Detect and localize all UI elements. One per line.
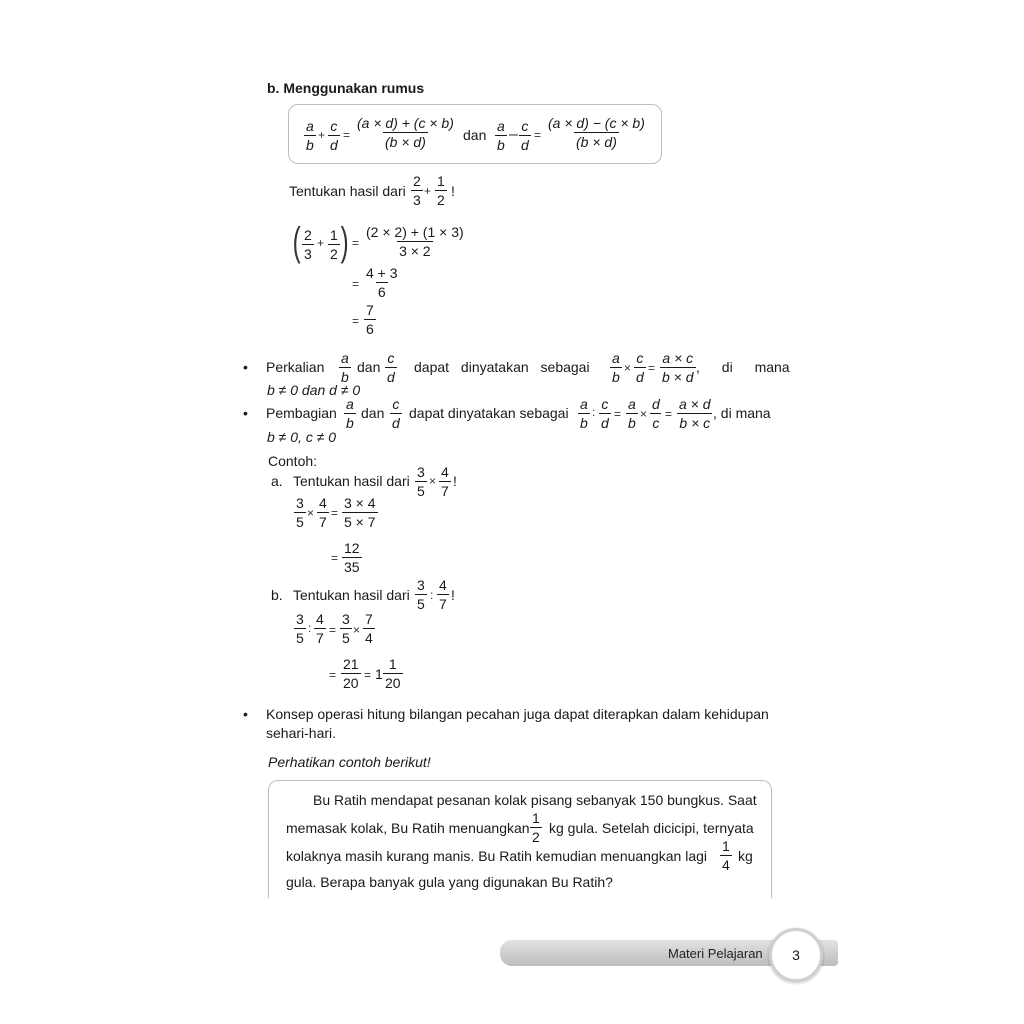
- bullet2-dan: dan: [361, 405, 385, 421]
- contoh-b-lhs1: 3 5: [296, 611, 304, 646]
- bullet1-text-end: , di mana: [696, 359, 790, 375]
- bullet2-text-b: dapat dinyatakan sebagai: [409, 405, 569, 421]
- bullet2-f-ab2: a b: [628, 396, 636, 431]
- story-line3a: kolaknya masih kurang manis. Bu Ratih kemudian menuangkan lagi: [286, 848, 708, 864]
- bullet2-f-dc: d c: [652, 396, 660, 431]
- bullet-marker: •: [243, 359, 248, 375]
- example1-fraction-1: 2 3: [413, 173, 421, 208]
- story-line2a: memasak kolak, Bu Ratih menuangkan: [286, 820, 530, 836]
- bullet2-text-end: , di mana: [713, 405, 771, 421]
- bullet2-condition: b ≠ 0, c ≠ 0: [267, 429, 337, 445]
- example1-excl: !: [451, 183, 455, 199]
- bullet-marker: •: [243, 405, 248, 421]
- contoh-b-f2: 4 7: [439, 577, 447, 612]
- bullet2-result: a × d b × c: [679, 396, 711, 431]
- example1-step3: 7 6: [366, 302, 374, 337]
- contoh-a-f2: 4 7: [441, 464, 449, 499]
- example1-lhs-f1: 2 3: [304, 227, 312, 262]
- fraction-a-b-2: a b: [497, 118, 505, 153]
- story-fraction-2: 1 4: [722, 838, 730, 873]
- story-fraction-1: 1 2: [532, 810, 540, 845]
- contoh-b-step1a: 3 5: [342, 611, 350, 646]
- contoh-b-step1b: 7 4: [365, 611, 373, 646]
- contoh-b-step3: 1 20: [385, 656, 401, 691]
- page-number: 3: [792, 947, 800, 963]
- bullet1-f-cd: c d: [636, 350, 644, 385]
- contoh-label: Contoh:: [268, 453, 318, 469]
- bullet1-result: a × c b × d: [662, 350, 694, 385]
- contoh-a-step1: 3 × 4 5 × 7: [344, 495, 376, 530]
- bullet2-fraction-cd: c d: [392, 396, 400, 431]
- footer-label: Materi Pelajaran: [668, 946, 763, 961]
- section-heading: b. Menggunakan rumus: [267, 80, 425, 96]
- example1-step1: (2 × 2) + (1 × 3) 3 × 2: [366, 224, 464, 259]
- contoh-b-label: b.: [271, 587, 283, 603]
- example1-lhs-f2: 1 2: [330, 227, 338, 262]
- bullet3-line2: sehari-hari.: [266, 725, 337, 741]
- bullet2-fraction-ab: a b: [346, 396, 354, 431]
- contoh-b-whole: 1: [375, 666, 383, 682]
- contoh-b-prompt: Tentukan hasil dari: [293, 587, 410, 603]
- fraction-plus-result: (a × d) + (c × b) (b × d): [357, 115, 454, 150]
- fraction-a-b: a b: [306, 118, 314, 153]
- contoh-a-prompt: Tentukan hasil dari: [293, 473, 410, 489]
- story-line1: Bu Ratih mendapat pesanan kolak pisang sebanyak 150 bungkus. Saat: [313, 792, 757, 808]
- bullet1-f-ab: a b: [612, 350, 620, 385]
- bullet1-dan: dan: [357, 359, 381, 375]
- bullet-marker: •: [243, 706, 248, 722]
- contoh-a-step2: 12 35: [344, 540, 360, 575]
- contoh-a-f1: 3 5: [417, 464, 425, 499]
- story-line2b: kg gula. Setelah dicicipi, ternyata: [549, 820, 754, 836]
- fraction-minus-result: (a × d) − (c × b) (b × d): [548, 115, 645, 150]
- formula-and-label: dan: [463, 127, 487, 143]
- example1-fraction-2: 1 2: [437, 173, 445, 208]
- story-line4: gula. Berapa banyak gula yang digunakan Bu Ratih?: [286, 874, 613, 890]
- bullet3-note: Perhatikan contoh berikut!: [268, 754, 431, 770]
- bullet1-fraction-ab: a b: [341, 350, 349, 385]
- contoh-b-lhs2: 4 7: [316, 611, 324, 646]
- bullet3-line1: Konsep operasi hitung bilangan pecahan juga dapat diterapkan dalam kehidupan: [266, 706, 769, 722]
- example1-prompt: Tentukan hasil dari: [289, 183, 406, 199]
- contoh-b-f1: 3 5: [417, 577, 425, 612]
- example1-step2: 4 + 3 6: [366, 265, 398, 300]
- contoh-a-excl: !: [453, 473, 457, 489]
- fraction-c-d: c d: [330, 118, 338, 153]
- story-line3b: kg: [738, 848, 753, 864]
- bullet1-text-a: Perkalian: [266, 359, 325, 375]
- contoh-a-label: a.: [271, 473, 283, 489]
- fraction-c-d-2: c d: [521, 118, 529, 153]
- bullet1-condition: b ≠ 0 dan d ≠ 0: [267, 382, 361, 398]
- contoh-a-lhs1: 3 5: [296, 495, 304, 530]
- page-number-badge: [769, 928, 823, 982]
- bullet2-f-cd: c d: [601, 396, 609, 431]
- contoh-b-step2: 21 20: [343, 656, 359, 691]
- bullet1-fraction-cd: c d: [387, 350, 395, 385]
- bullet2-text-a: Pembagian: [266, 405, 337, 421]
- bullet2-f-ab: a b: [580, 396, 588, 431]
- contoh-b-excl: !: [451, 587, 455, 603]
- bullet1-text-b: dapat dinyatakan sebagai: [414, 359, 590, 375]
- contoh-a-lhs2: 4 7: [319, 495, 327, 530]
